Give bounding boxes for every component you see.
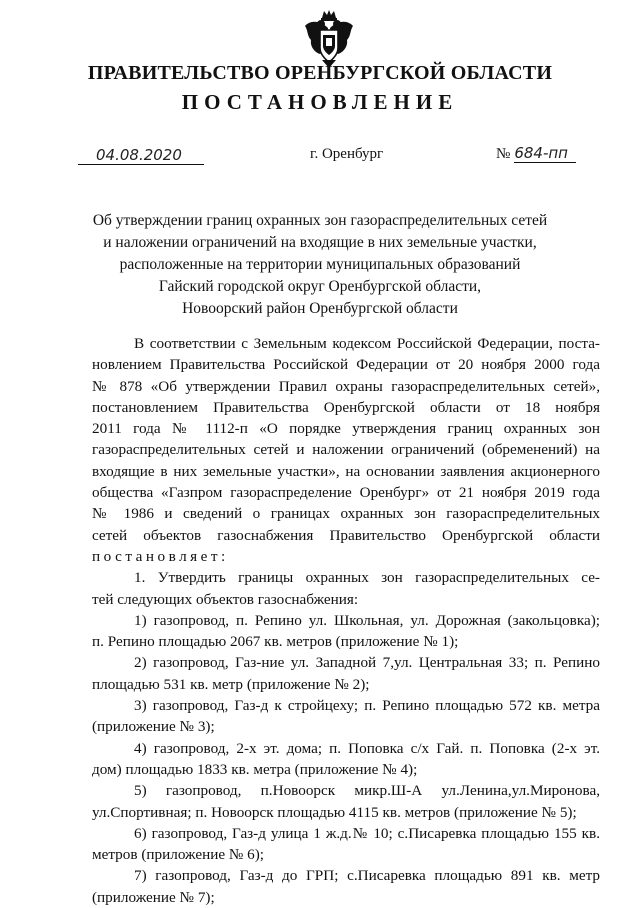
subject-line: и наложении ограничений на входящие в них земельные участки, [103,234,537,251]
body-line: № 1986 и сведений о границах охранных зон газораспределительных [92,505,600,523]
body-line: В соответствии с Земельным кодексом Российской Федерации, поста- [134,335,600,352]
body-line: новлением Правительства Российской Федерации от 20 ноября 2000 года [92,356,600,374]
document-subject [60,210,580,320]
subitem-line: п. Репино площадью 2067 кв. метров (приложение № 1); [92,633,459,651]
subject-line: Новоорский район Оренбургской области [182,300,458,317]
subitem-line: 7) газопровод, Газ-д до ГРП; с.Писаревка площадью 891 кв. метр [134,867,600,885]
resolves-word: постановляет: [92,547,229,565]
subitem-line: (приложение № 3); [92,718,215,736]
body-line: газораспределительных сетей и наложении ограничений (обременений) на [92,441,600,459]
item-1-line: 1. Утвердить границы охранных зон газораспределительных се- [134,569,600,587]
coat-of-arms-icon [302,8,356,70]
item-1-line: тей следующих объектов газоснабжения: [92,590,359,608]
body-line: входящие в них земельные участки», на основании заявления акционерного [92,462,600,480]
number-value: 684-пп [514,144,576,163]
number-prefix: № [496,146,511,162]
document-date: 04.08.2020 [78,146,204,165]
body-line: № 878 «Об утверждении Правил охраны газораспределительных сетей», [92,377,600,395]
subitem-line: 6) газопровод, Газ-д улица 1 ж.д.№ 10; с.Писаревка площадью 155 кв. [134,824,600,842]
subitem-line: ул.Спортивная; п. Новоорск площадью 4115 кв. метров (приложение № 5); [92,803,577,821]
body-line: общества «Газпром газораспределение Оренбург» от 21 ноября 2019 года [92,484,600,502]
document-type: ПОСТАНОВЛЕНИЕ [181,90,459,114]
subject-line: расположенные на территории муниципальных образований [119,256,521,273]
subitem-line: 1) газопровод, п. Репино ул. Школьная, ул. Дорожная (закольцовка); [134,611,600,629]
body-line: 2011 года № 1112-п «О порядке утверждения границ охранных зон [92,420,600,438]
body-line: постановлением Правительства Оренбургской области от 18 ноября [92,398,600,416]
subitem-line: 4) газопровод, 2-х эт. дома; п. Поповка с/х Гай. п. Поповка (2-х эт. [134,739,600,757]
subitem-line: дом) площадью 1833 кв. метра (приложение № 4); [92,760,418,778]
document-body [92,333,600,908]
subitem-line: 2) газопровод, Газ-ние ул. Западной 7,ул. Центральная 33; п. Репино [134,654,600,672]
body-line: сетей объектов газоснабжения Правительство Оренбургской области [92,526,600,544]
document-city: г. Оренбург [310,146,384,162]
document-number [496,144,576,163]
subitem-line: метров (приложение № 6); [92,846,265,864]
subitem-line: (приложение № 7); [92,888,215,906]
government-name: ПРАВИТЕЛЬСТВО ОРЕНБУРГСКОЙ ОБЛАСТИ [87,62,553,84]
subject-line: Об утверждении границ охранных зон газораспределительных сетей [92,212,548,229]
subitem-line: 3) газопровод, Газ-д к стройцеху; п. Репино площадью 572 кв. метра [134,697,600,715]
subitem-line: площадью 531 кв. метр (приложение № 2); [92,675,370,693]
subitem-line: 5) газопровод, п.Новоорск микр.Ш-А ул.Ленина,ул.Миронова, [134,782,600,800]
subject-line: Гайский городской округ Оренбургской области, [158,278,482,295]
